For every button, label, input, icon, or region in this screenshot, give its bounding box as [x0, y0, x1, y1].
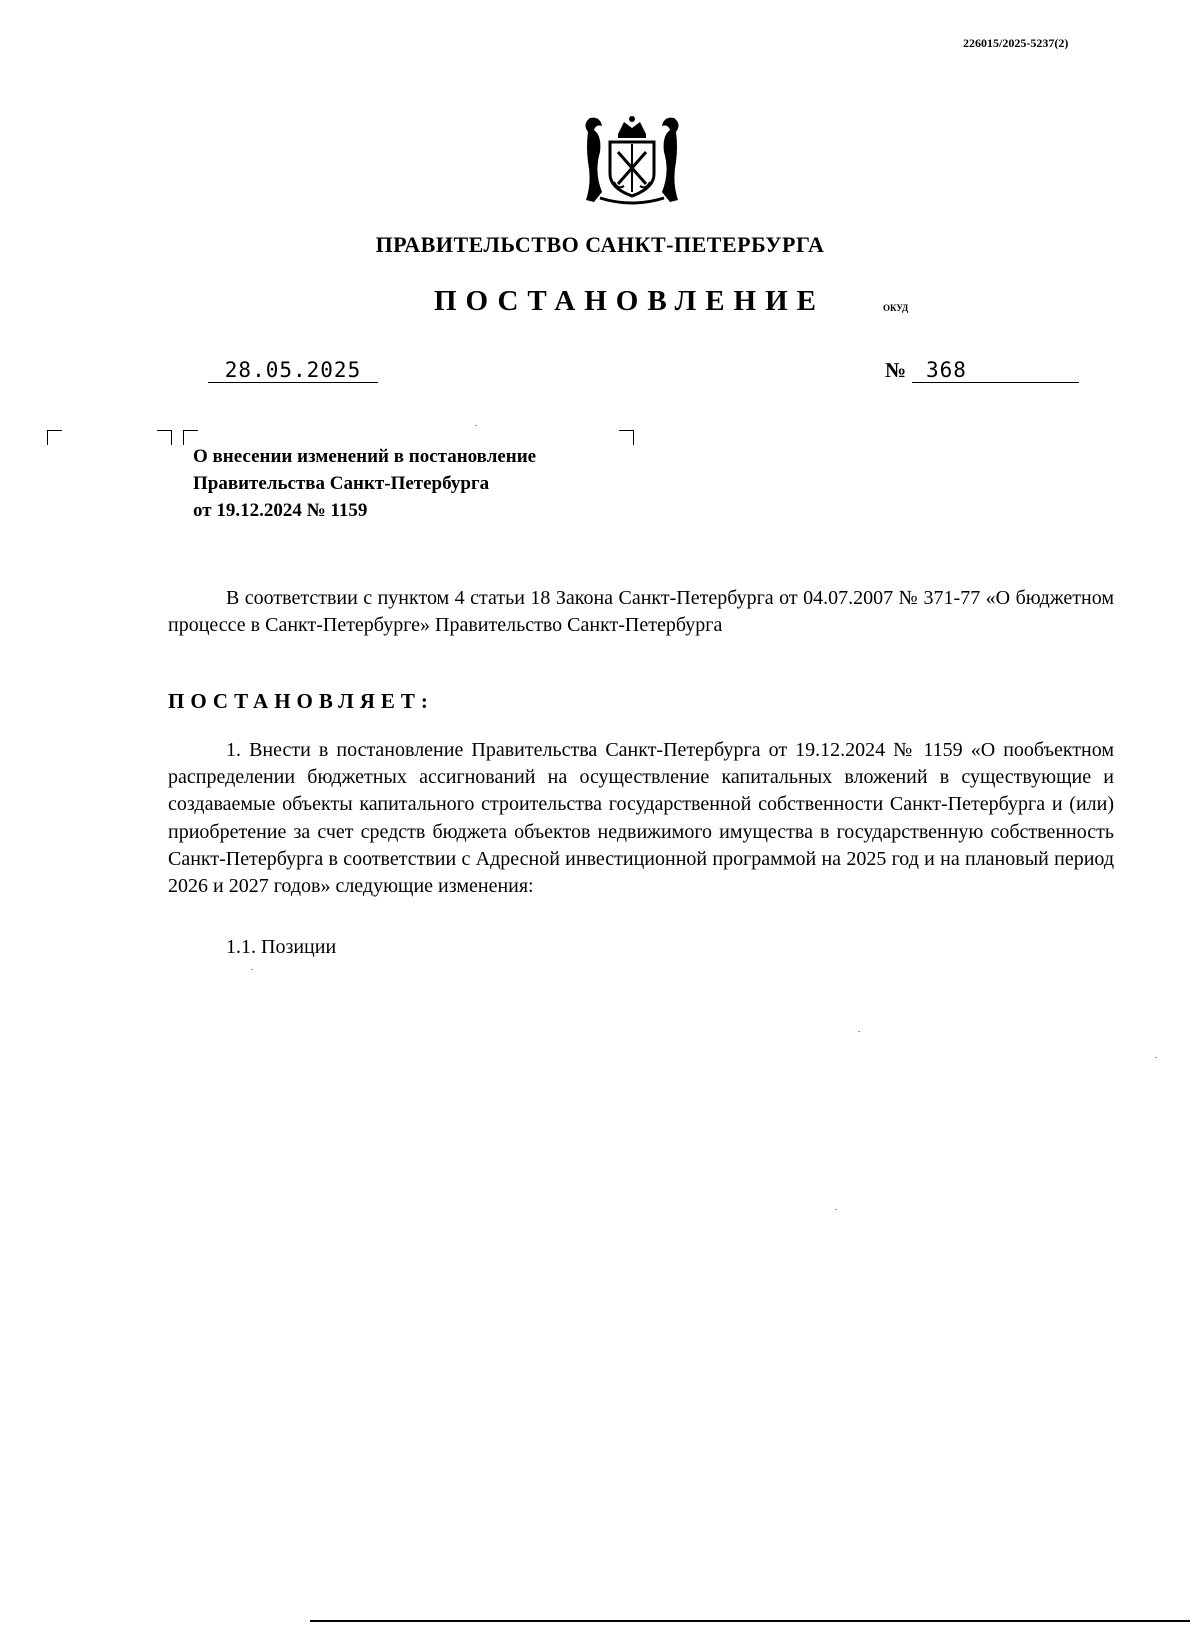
clause-1-1: 1.1. Позиции: [226, 936, 337, 958]
okud-label: ОКУД: [883, 303, 909, 313]
subject-line: О внесении изменений в постановление: [193, 446, 537, 467]
scan-speck: [251, 969, 253, 970]
resolves-heading: ПОСТАНОВЛЯЕТ:: [168, 689, 434, 713]
preamble-paragraph: В соответствии с пунктом 4 статьи 18 Закона Санкт-Петербурга от 04.07.2007 № 371-77 «О бюджетном процессе в Санкт-Петербурге» Правительство Санкт-Петербурга: [168, 587, 1114, 637]
government-name: ПРАВИТЕЛЬСТВО САНКТ-ПЕТЕРБУРГА: [375, 232, 825, 257]
clause-1: 1. Внести в постановление Правительства Санкт-Петербурга от 19.12.2024 № 1159 «О пообъектном распределении бюджетных ассигнований на осуществление капитальных вложений в существующие и создаваемые объекты капитального строительства государственной собственности Санкт-Петербурга и (или) приобретение за счет средств бюджета объектов недвижимого имущества в государственную собственность Санкт-Петербурга в соответствии с Адресной инвестиционной программой на 2025 год и на плановый период 2026 и 2027 годов» следующие изменения:: [168, 739, 1114, 898]
bottom-edge-line: [310, 1620, 1190, 1622]
document-number: 368: [912, 358, 1079, 383]
number-sign: №: [885, 358, 907, 382]
document-date: 28.05.2025: [208, 358, 378, 383]
document-type-heading: ПОСТАНОВЛЕНИЕ: [434, 285, 826, 317]
scan-speck: [1155, 1057, 1157, 1058]
corner-mark-left: [47, 430, 62, 445]
scan-speck: [858, 1031, 860, 1032]
subject-corner-right: [619, 430, 634, 445]
document-subject: [193, 443, 536, 524]
registration-number: 226015/2025-5237(2): [963, 36, 1069, 50]
scan-speck: [475, 425, 477, 426]
scan-speck: [835, 1209, 837, 1210]
corner-mark: [157, 430, 172, 445]
coat-of-arms-icon: [580, 112, 684, 208]
subject-line: Правительства Санкт-Петербурга: [193, 473, 490, 494]
subject-line: от 19.12.2024 № 1159: [193, 500, 368, 521]
